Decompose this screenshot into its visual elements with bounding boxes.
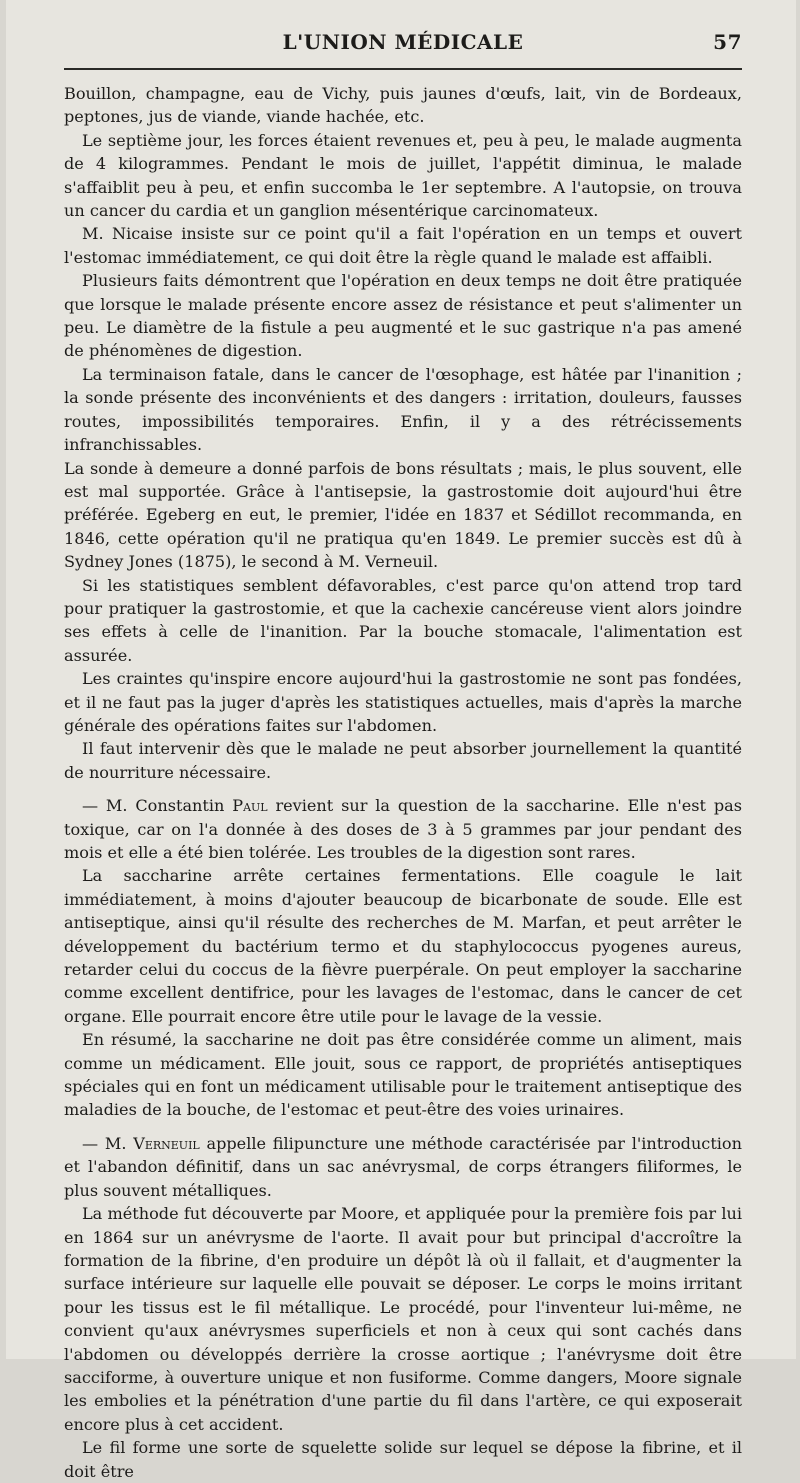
paragraph [64,1028,742,1122]
header-rule [64,68,742,70]
paragraph [64,363,742,457]
paragraph [64,82,742,129]
paragraph [64,794,742,864]
paragraph-text: Le septième jour, les forces étaient revenues et, peu à peu, le malade augmenta de 4 kilogrammes. Pendant le mois de juillet, l'appétit diminua, le malade s'affaiblit peu à peu, et enfin succomba le 1er septembre. A l'autopsie, on trouva un cancer du cardia et un ganglion mésentérique carcinomateux. [64,130,742,221]
body-text [64,82,742,1483]
paragraph-text: M. Nicaise insiste sur ce point qu'il a fait l'opération en un temps et ouvert l'estomac immédiatement, ce qui doit être la règle quand le malade est affaibli. [64,224,742,267]
paragraph-text: La sonde à demeure a donné parfois de bons résultats ; mais, le plus souvent, elle est mal supportée. Grâce à l'antisepsie, la gastrostomie doit aujourd'hui être préférée. Egeberg en eut, le premier, l'idée en 1837 et Sédillot recommanda, en 1846, cette opération qu'il ne pratiqua qu'en 1849. Le premier succès est dû à Sydney Jones (1875), le second à M. Verneuil. [64,458,742,572]
paragraph-prefix: — M. [82,1133,134,1153]
paragraph [64,1202,742,1436]
journal-page [6,0,796,1481]
speaker-name: Paul [232,796,268,816]
paragraph [64,222,742,269]
running-header [64,30,742,60]
paragraph [64,1436,742,1483]
paragraph-prefix: — M. Constantin [82,796,233,816]
paragraph [64,864,742,1028]
paragraph-text: Le fil forme une sorte de squelette solide sur lequel se dépose la fibrine, et il doit être [64,1438,742,1481]
paragraph [64,457,742,574]
paragraph-text: Les craintes qu'inspire encore aujourd'hui la gastrostomie ne sont pas fondées, et il ne faut pas la juger d'après les statistiques actuelles, mais d'après la marche générale des opérations faites sur l'abdomen. [64,669,742,735]
paragraph [64,1132,742,1202]
paragraph [64,667,742,737]
speaker-name: Verneuil [133,1133,200,1153]
paragraph [64,129,742,223]
paragraph-text: La terminaison fatale, dans le cancer de l'œsophage, est hâtée par l'inanition ; la sonde présente des inconvénients et des dangers : irritation, douleurs, fausses routes, impossibilités temporaires. Enfin, il y a des rétrécissements infranchissables. [64,364,742,455]
journal-title: L'UNION MÉDICALE [282,30,524,54]
paragraph-text: La méthode fut découverte par Moore, et appliquée pour la première fois par lui en 1864 sur un anévrysme de l'aorte. Il avait pour but principal d'accroître la formation de la fibrine, d'en produire un dépôt là où il fallait, et d'augmenter la surface intérieure sur laquelle elle pouvait se déposer. Le corps le moins irritant pour les tissus est le fil métallique. Le procédé, pour l'inventeur lui-même, ne convient qu'aux anévrysmes superficiels et non à ceux qui sont cachés dans l'abdomen ou développés derrière la crosse aortique ; l'anévrysme doit être sacciforme, à ouverture unique et non fusiforme. Comme dangers, Moore signale les embolies et la pénétration d'une partie du fil dans l'artère, ce qui exposerait encore plus à cet accident. [64,1204,742,1434]
paragraph-text: revient sur la question de la saccharine. Elle n'est pas toxique, car on l'a donnée à des doses de 3 à 5 grammes par jour pendant des mois et elle a été bien tolérée. Les troubles de la digestion sont rares. [64,796,743,862]
paragraph-text: appelle filipuncture une méthode caractérisée par l'introduction et l'abandon définitif, dans un sac anévrysmal, de corps étrangers filiformes, le plus souvent métalliques. [64,1133,742,1200]
paragraph-text: Si les statistiques semblent défavorables, c'est parce qu'on attend trop tard pour pratiquer la gastrostomie, et que la cachexie cancéreuse vient alors joindre ses effets à celle de l'inanition. Par la bouche stomacale, l'alimentation est assurée. [64,575,742,665]
paragraph-text: Plusieurs faits démontrent que l'opération en deux temps ne doit être pratiquée que lorsque le malade présente encore assez de résistance et peut s'alimenter un peu. Le diamètre de la fistule a peu augmenté et le suc gastrique n'a pas amené de phénomènes de digestion. [64,271,742,361]
paragraph [64,737,742,784]
paragraph [64,269,742,363]
paragraph-text: Il faut intervenir dès que le malade ne peut absorber journellement la quantité de nourriture nécessaire. [64,739,742,782]
paragraph-text: La saccharine arrête certaines fermentations. Elle coagule le lait immédiatement, à moins d'ajouter beaucoup de bicarbonate de soude. Elle est antiseptique, ainsi qu'il résulte des recherches de M. Marfan, et peut arrêter le développement du bactérium termo et du staphylococcus pyogenes aureus, retarder celui du coccus de la fièvre puerpérale. On peut employer la saccharine comme excellent dentifrice, pour les lavages de l'estomac, dans le cancer de cet organe. Elle pourrait encore être utile pour le lavage de la vessie. [64,866,742,1026]
paragraph-text: Bouillon, champagne, eau de Vichy, puis jaunes d'œufs, lait, vin de Bordeaux, peptones, jus de viande, viande hachée, etc. [64,84,742,127]
page-number: 57 [713,30,742,54]
paragraph [64,574,742,668]
paragraph-text: En résumé, la saccharine ne doit pas être considérée comme un aliment, mais comme un médicament. Elle jouit, sous ce rapport, de propriétés antiseptiques spéciales qui en font un médicament utilisable pour le traitement antiseptique des maladies de la bouche, de l'estomac et peut-être des voies urinaires. [64,1030,742,1120]
